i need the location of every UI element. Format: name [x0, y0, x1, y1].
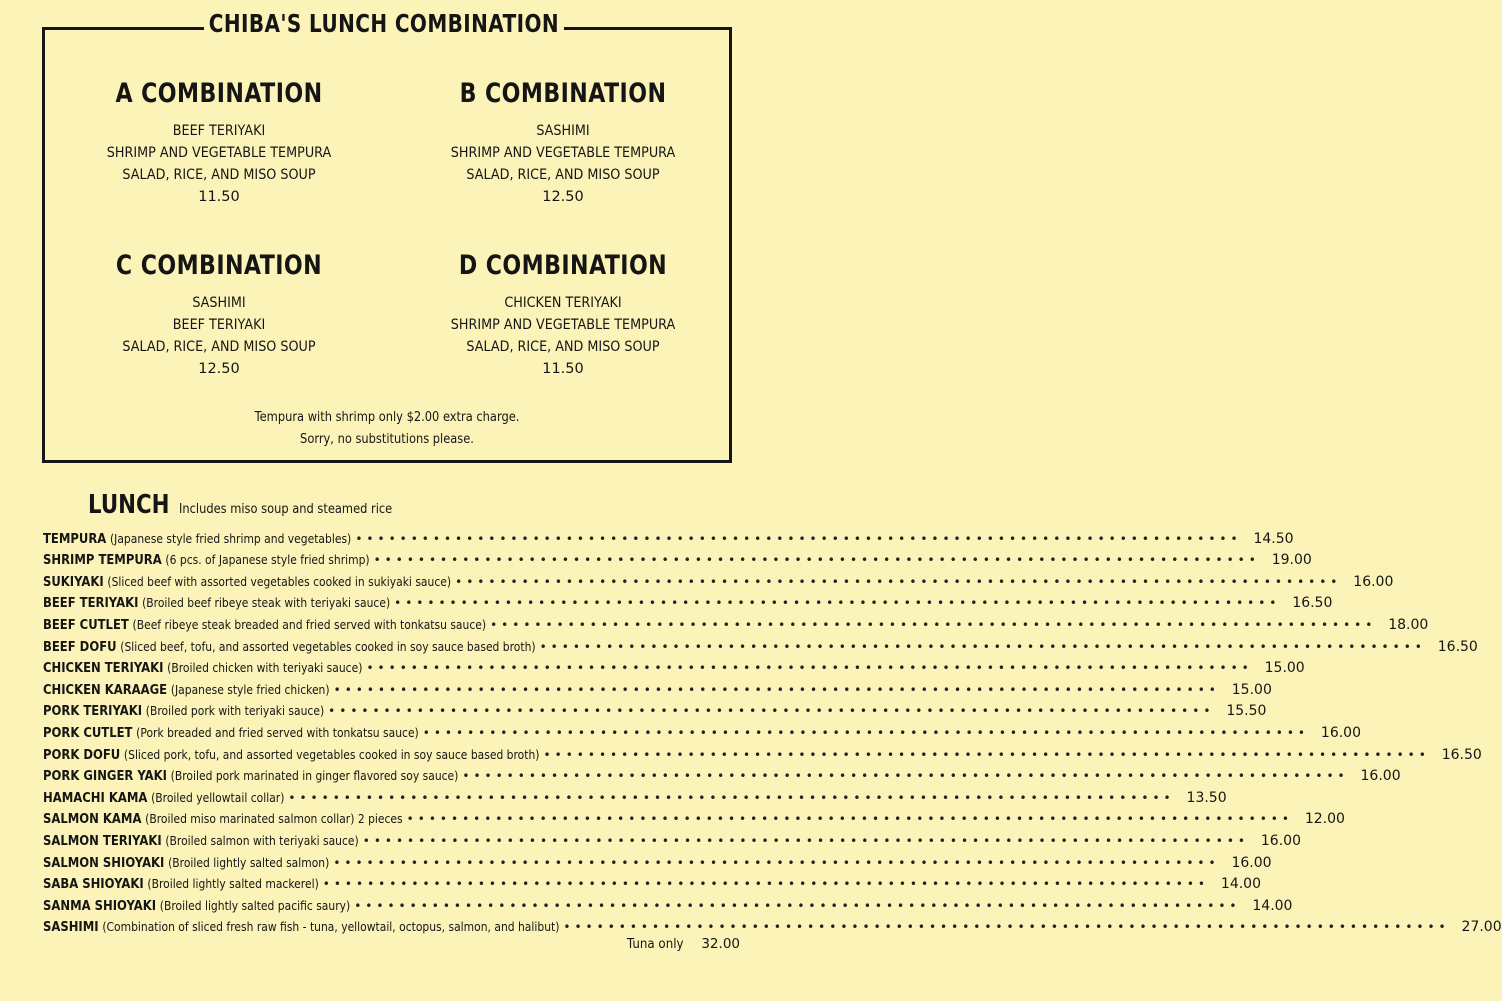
menu-item-description: (Broiled lightly salted salmon) [168, 854, 330, 870]
menu-item-price: 14.00 [1220, 876, 1261, 893]
combo-price: 12.50 [542, 189, 584, 205]
combo-line: BEEF TERIYAKI [172, 123, 266, 139]
leader-dots: •••••••••••••••••••••••••••••••••••••••••••••••••••••••••••••••••••••••••••••••• [539, 639, 1426, 654]
menu-item-price: 16.50 [1437, 638, 1478, 655]
menu-item-name: BEEF TERIYAKI [43, 595, 139, 612]
combo-b [403, 78, 723, 208]
menu-item [43, 828, 1301, 850]
combo-box-title-wrap [0, 4, 768, 47]
menu-item [43, 915, 1502, 937]
menu-item-text [43, 659, 362, 677]
menu-item-price: 15.50 [1226, 703, 1267, 720]
menu-item-price: 16.50 [1441, 746, 1482, 763]
menu-item-text [43, 918, 559, 936]
combo-line: SALAD, RICE, AND MISO SOUP [466, 167, 660, 183]
menu-item-name: PORK DOFU [43, 746, 121, 763]
menu-item-name: PORK TERIYAKI [43, 703, 143, 720]
menu-item-name: SABA SHIOYAKI [43, 876, 144, 893]
menu-item-text [43, 530, 351, 548]
menu-item [43, 764, 1401, 786]
menu-item [43, 569, 1394, 591]
menu-item-price: 14.00 [1252, 897, 1293, 914]
menu-item-text [43, 897, 350, 915]
menu-item-description: (6 pcs. of Japanese style fried shrimp) [165, 552, 370, 568]
combo-line: SALAD, RICE, AND MISO SOUP [122, 339, 316, 355]
combo-line: SHRIMP AND VEGETABLE TEMPURA [106, 145, 332, 161]
menu-item [43, 872, 1261, 894]
menu-item-name: SALMON KAMA [43, 811, 142, 828]
menu-item [43, 634, 1478, 656]
leader-dots: •••••••••••••••••••••••••••••••••••••••••••••••••••••••••••••••••••••••••••••••• [422, 725, 1309, 740]
menu-item-text [43, 594, 390, 612]
menu-item-text [43, 551, 370, 569]
menu-item-price: 19.00 [1271, 552, 1312, 569]
menu-item-price: 16.00 [1353, 573, 1394, 590]
combo-line: SASHIMI [192, 295, 246, 311]
menu-item [43, 677, 1272, 699]
menu-item-name: TEMPURA [43, 530, 107, 547]
menu-item-name: PORK CUTLET [43, 724, 133, 741]
menu-item-description: (Pork breaded and fried served with tonkatsu sauce) [136, 724, 419, 740]
combo-title: D COMBINATION [458, 250, 668, 281]
combo-a [59, 78, 379, 208]
page-title: CHIBA'S LUNCH COMBINATION [204, 4, 564, 44]
combo-line: SHRIMP AND VEGETABLE TEMPURA [450, 145, 676, 161]
combo-price: 11.50 [542, 361, 584, 377]
lunch-header [88, 490, 422, 520]
menu-item [43, 893, 1293, 915]
menu-item-description: (Broiled pork with teriyaki sauce) [145, 703, 325, 719]
leader-dots: •••••••••••••••••••••••••••••••••••••••••••••••••••••••••••••••••••••••••••••••• [455, 574, 1342, 589]
substitution-note: Sorry, no substitutions please. [300, 432, 474, 447]
menu-item-text [43, 854, 329, 872]
leader-dots: •••••••••••••••••••••••••••••••••••••••••••••••••••••••••••••••••••••••••••••••• [328, 704, 1215, 719]
tuna-label: Tuna only [626, 936, 684, 952]
menu-item-price: 16.00 [1360, 768, 1401, 785]
menu-item [43, 591, 1333, 613]
menu-item-description: (Sliced pork, tofu, and assorted vegetables cooked in soy sauce based broth) [123, 746, 540, 762]
menu-item-text [43, 724, 419, 742]
menu-item-text [43, 681, 330, 699]
leader-dots: •••••••••••••••••••••••••••••••••••••••••••••••••••••••••••••••••••••••••••••••• [406, 812, 1293, 827]
menu-item-text [43, 810, 403, 828]
menu-item-text [43, 616, 486, 634]
menu-item-description: (Broiled salmon with teriyaki sauce) [165, 832, 359, 848]
menu-item [43, 807, 1345, 829]
combo-line: BEEF TERIYAKI [172, 317, 266, 333]
menu-item-name: SANMA SHIOYAKI [43, 897, 157, 914]
lunch-title: LUNCH [88, 490, 170, 520]
combo-price: 12.50 [198, 361, 240, 377]
menu-item-text [43, 746, 539, 764]
menu-item [43, 720, 1361, 742]
menu-item-price: 16.00 [1260, 832, 1301, 849]
leader-dots: •••••••••••••••••••••••••••••••••••••••••••••••••••••••••••••••••••••••••••••••• [288, 790, 1175, 805]
leader-dots: •••••••••••••••••••••••••••••••••••••••••••••••••••••••••••••••••••••••••••••••• [490, 617, 1377, 632]
menu-item [43, 526, 1294, 548]
combo-title: A COMBINATION [115, 78, 323, 109]
menu-item-name: CHICKEN KARAAGE [43, 681, 168, 698]
lunch-menu-list [43, 526, 1502, 936]
lunch-subtitle: Includes miso soup and steamed rice [179, 502, 393, 517]
menu-item-price: 16.50 [1292, 595, 1333, 612]
menu-item-name: SUKIYAKI [43, 573, 104, 590]
menu-item [43, 656, 1305, 678]
menu-item-description: (Broiled pork marinated in ginger flavored soy sauce) [170, 768, 459, 784]
menu-item-price: 16.00 [1231, 854, 1272, 871]
menu-item-price: 12.00 [1304, 811, 1345, 828]
menu-item [43, 850, 1272, 872]
tempura-note: Tempura with shrimp only $2.00 extra charge. [254, 410, 520, 425]
leader-dots: •••••••••••••••••••••••••••••••••••••••••••••••••••••••••••••••••••••••••••••••• [355, 531, 1242, 546]
menu-item-description: (Sliced beef with assorted vegetables cooked in sukiyaki sauce) [107, 573, 452, 589]
menu-item-text [43, 767, 458, 785]
menu-item-text [43, 875, 319, 893]
combo-price: 11.50 [198, 189, 240, 205]
menu-item-name: SALMON TERIYAKI [43, 832, 162, 849]
menu-item-text [43, 638, 536, 656]
menu-item [43, 699, 1267, 721]
leader-dots: •••••••••••••••••••••••••••••••••••••••••••••••••••••••••••••••••••••••••••••••• [394, 596, 1281, 611]
menu-item-description: (Sliced beef, tofu, and assorted vegetables cooked in soy sauce based broth) [120, 638, 536, 654]
menu-item-name: SALMON SHIOYAKI [43, 854, 165, 871]
menu-item-text [43, 832, 359, 850]
leader-dots: •••••••••••••••••••••••••••••••••••••••••••••••••••••••••••••••••••••••••••••••• [563, 920, 1450, 935]
combo-line: SASHIMI [536, 123, 590, 139]
menu-item-description: (Combination of sliced fresh raw fish - tuna, yellowtail, octopus, salmon, and halibut) [102, 919, 560, 935]
leader-dots: •••••••••••••••••••••••••••••••••••••••••••••••••••••••••••••••••••••••••••••••• [322, 877, 1209, 892]
menu-item [43, 742, 1482, 764]
lunch-combination-box [42, 27, 732, 463]
menu-item-price: 13.50 [1186, 789, 1227, 806]
menu-item-name: BEEF DOFU [43, 638, 117, 655]
menu-item-description: (Japanese style fried shrimp and vegetables) [109, 530, 352, 546]
leader-dots: •••••••••••••••••••••••••••••••••••••••••••••••••••••••••••••••••••••••••••••••• [354, 898, 1241, 913]
combo-title: B COMBINATION [459, 78, 667, 109]
menu-item-description: (Broiled lightly salted pacific saury) [159, 897, 351, 913]
leader-dots: •••••••••••••••••••••••••••••••••••••••••••••••••••••••••••••••••••••••••••••••• [543, 747, 1430, 762]
menu-item [43, 612, 1429, 634]
menu-item-text [43, 573, 451, 591]
menu-item-price: 15.00 [1264, 660, 1305, 677]
combo-line: SALAD, RICE, AND MISO SOUP [122, 167, 316, 183]
menu-item-description: (Beef ribeye steak breaded and fried served with tonkatsu sauce) [132, 616, 487, 632]
menu-item-name: PORK GINGER YAKI [43, 768, 167, 785]
leader-dots: •••••••••••••••••••••••••••••••••••••••••••••••••••••••••••••••••••••••••••••••• [462, 769, 1349, 784]
menu-item-name: SHRIMP TEMPURA [43, 552, 162, 569]
menu-item-price: 18.00 [1388, 616, 1429, 633]
menu-item-name: HAMACHI KAMA [43, 789, 148, 806]
menu-item-description: (Broiled beef ribeye steak with teriyaki sauce) [142, 595, 391, 611]
menu-item-text [43, 702, 324, 720]
menu-item-description: (Broiled yellowtail collar) [151, 789, 285, 805]
tuna-price: 32.00 [701, 936, 740, 952]
leader-dots: •••••••••••••••••••••••••••••••••••••••••••••••••••••••••••••••••••••••••••••••• [333, 682, 1220, 697]
menu-item-description: (Broiled chicken with teriyaki sauce) [167, 660, 363, 676]
menu-item-price: 27.00 [1461, 919, 1502, 936]
menu-item-name: CHICKEN TERIYAKI [43, 660, 164, 677]
menu-item-name: SASHIMI [43, 919, 99, 936]
menu-item-price: 15.00 [1231, 681, 1272, 698]
menu-item-text [43, 789, 284, 807]
menu-item-name: BEEF CUTLET [43, 616, 129, 633]
menu-item-price: 16.00 [1320, 724, 1361, 741]
combo-title: C COMBINATION [115, 250, 323, 281]
leader-dots: •••••••••••••••••••••••••••••••••••••••••••••••••••••••••••••••••••••••••••••••• [362, 833, 1249, 848]
combo-c [59, 250, 379, 380]
combo-line: SALAD, RICE, AND MISO SOUP [466, 339, 660, 355]
tuna-only-row [623, 936, 740, 952]
menu-item-description: (Japanese style fried chicken) [170, 681, 330, 697]
combo-line: SHRIMP AND VEGETABLE TEMPURA [450, 317, 676, 333]
menu-item [43, 785, 1227, 807]
leader-dots: •••••••••••••••••••••••••••••••••••••••••••••••••••••••••••••••••••••••••••••••• [373, 553, 1260, 568]
combo-d [403, 250, 723, 380]
menu-item [43, 548, 1312, 570]
menu-item-description: (Broiled lightly salted mackerel) [147, 876, 319, 892]
menu-item-price: 14.50 [1253, 530, 1294, 547]
combo-line: CHICKEN TERIYAKI [504, 295, 622, 311]
leader-dots: •••••••••••••••••••••••••••••••••••••••••••••••••••••••••••••••••••••••••••••••• [333, 855, 1220, 870]
menu-item-description: (Broiled miso marinated salmon collar) 2 pieces [145, 811, 403, 827]
leader-dots: •••••••••••••••••••••••••••••••••••••••••••••••••••••••••••••••••••••••••••••••• [366, 661, 1253, 676]
